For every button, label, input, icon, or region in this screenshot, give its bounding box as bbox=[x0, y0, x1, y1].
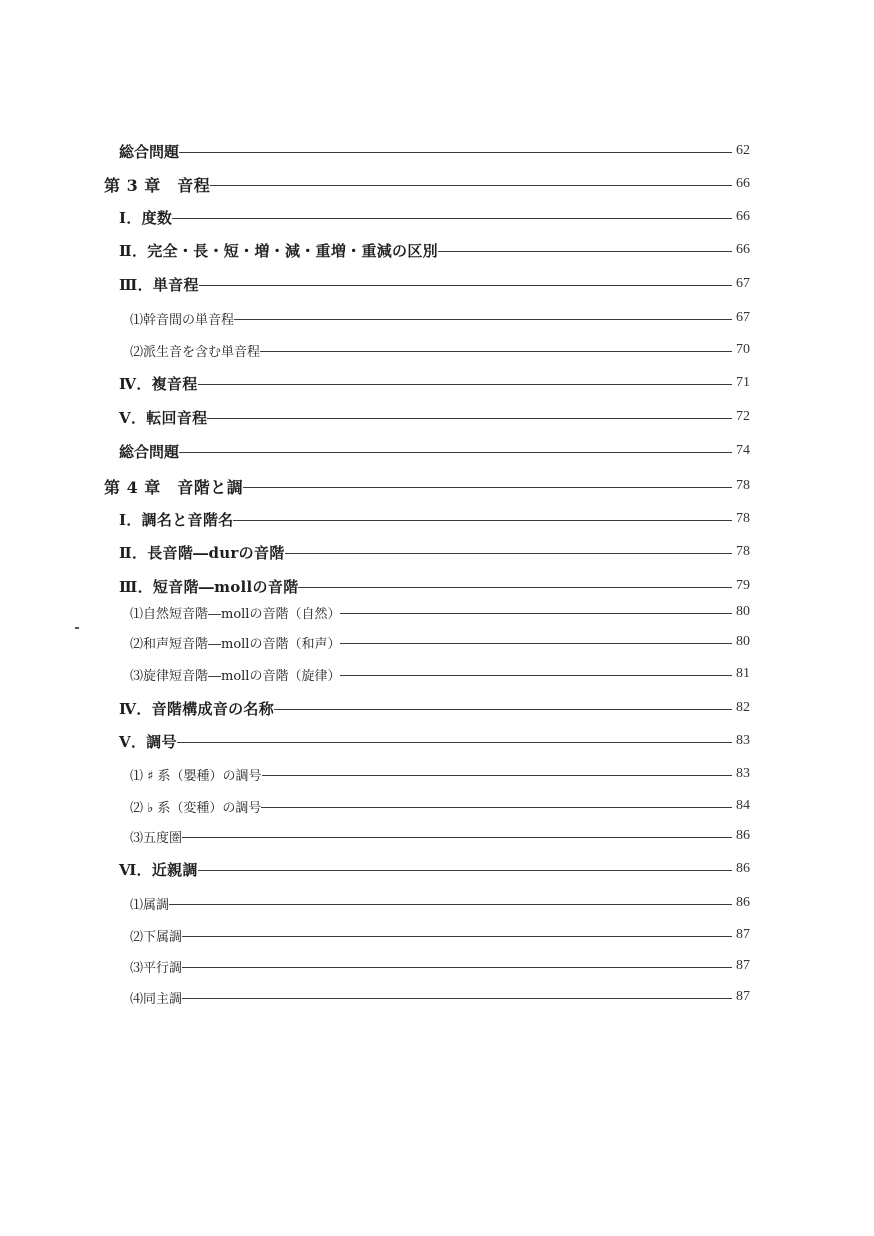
toc-entry-page: 87 bbox=[736, 958, 750, 973]
dot-leader bbox=[298, 587, 732, 588]
toc-entry-page: 62 bbox=[736, 143, 750, 158]
toc-entry-label: ⑶平行調 bbox=[130, 960, 183, 976]
dot-leader bbox=[262, 775, 732, 776]
toc-entry[interactable] bbox=[104, 475, 750, 497]
dot-leader bbox=[179, 452, 732, 453]
toc-entry-label: ⑵和声短音階―mollの音階（和声） bbox=[130, 636, 341, 652]
dot-leader bbox=[169, 904, 732, 905]
toc-entry-page: 79 bbox=[736, 578, 750, 593]
toc-entry-label: Ⅱ．完全・長・短・増・減・重増・重減の区別 bbox=[119, 241, 438, 260]
toc-entry[interactable] bbox=[130, 339, 750, 361]
toc-entry[interactable] bbox=[119, 440, 750, 462]
toc-entry-label: Ⅳ．複音程 bbox=[119, 374, 198, 393]
toc-entry-label: ⑷同主調 bbox=[130, 991, 183, 1007]
toc-entry-label: ⑶旋律短音階―mollの音階（旋律） bbox=[130, 668, 341, 684]
toc-entry[interactable] bbox=[130, 986, 750, 1008]
dot-leader bbox=[285, 553, 732, 554]
toc-entry-label: Ⅰ．度数 bbox=[119, 208, 173, 227]
dot-leader bbox=[182, 998, 732, 999]
toc-entry[interactable] bbox=[119, 541, 750, 563]
dot-leader bbox=[198, 384, 732, 385]
dot-leader bbox=[261, 807, 732, 808]
dot-leader bbox=[199, 285, 732, 286]
toc-entry-label: 第 3 章 音程 bbox=[104, 175, 211, 195]
toc-entry-page: 83 bbox=[736, 766, 750, 781]
toc-entry-page: 66 bbox=[736, 209, 750, 224]
dot-leader bbox=[182, 936, 732, 937]
dot-leader bbox=[182, 837, 732, 838]
toc-entry-page: 66 bbox=[736, 176, 750, 191]
toc-entry-page: 87 bbox=[736, 989, 750, 1004]
toc-entry-label: Ⅳ．音階構成音の名称 bbox=[119, 699, 275, 718]
toc-entry-page: 84 bbox=[736, 798, 750, 813]
toc-entry-page: 83 bbox=[736, 733, 750, 748]
toc-entry[interactable] bbox=[130, 955, 750, 977]
toc-entry-label: ⑴自然短音階―mollの音階（自然） bbox=[130, 606, 341, 622]
toc-entry-label: Ⅴ．調号 bbox=[119, 732, 177, 751]
toc-entry-page: 70 bbox=[736, 342, 750, 357]
toc-entry[interactable] bbox=[130, 631, 750, 653]
toc-entry-label: ⑵派生音を含む単音程 bbox=[130, 344, 261, 360]
toc-entry-label: 総合問題 bbox=[119, 442, 180, 461]
toc-entry-page: 87 bbox=[736, 927, 750, 942]
toc-entry[interactable] bbox=[119, 406, 750, 428]
toc-entry[interactable] bbox=[130, 825, 750, 847]
dot-leader bbox=[172, 218, 732, 219]
toc-entry[interactable] bbox=[130, 892, 750, 914]
dot-leader bbox=[198, 870, 732, 871]
dot-leader bbox=[182, 967, 732, 968]
toc-entry-page: 67 bbox=[736, 276, 750, 291]
dot-leader bbox=[207, 418, 732, 419]
toc-entry[interactable] bbox=[119, 206, 750, 228]
toc-entry-label: ⑵下属調 bbox=[130, 929, 183, 945]
toc-entry[interactable] bbox=[119, 508, 750, 530]
toc-entry[interactable] bbox=[119, 697, 750, 719]
toc-entry[interactable] bbox=[119, 140, 750, 162]
toc-entry[interactable] bbox=[130, 601, 750, 623]
toc-entry-page: 78 bbox=[736, 544, 750, 559]
dot-leader bbox=[243, 487, 732, 488]
dot-leader bbox=[438, 251, 732, 252]
toc-entry-label: Ⅱ．長音階―durの音階 bbox=[119, 543, 285, 562]
dot-leader bbox=[234, 319, 732, 320]
toc-entry-label: Ⅲ．単音程 bbox=[119, 275, 199, 294]
toc-entry[interactable] bbox=[119, 372, 750, 394]
toc-entry[interactable] bbox=[130, 663, 750, 685]
toc-entry-label: ⑴幹音間の単音程 bbox=[130, 312, 235, 328]
toc-entry-page: 80 bbox=[736, 634, 750, 649]
scan-mark bbox=[75, 627, 79, 629]
dot-leader bbox=[340, 613, 732, 614]
toc-entry[interactable] bbox=[119, 273, 750, 295]
toc-entry-page: 72 bbox=[736, 409, 750, 424]
toc-entry-label: ⑴ ♯ 系（嬰種）の調号 bbox=[130, 768, 262, 784]
toc-entry-page: 81 bbox=[736, 666, 750, 681]
toc-entry-page: 86 bbox=[736, 861, 750, 876]
toc-entry-page: 80 bbox=[736, 604, 750, 619]
toc-entry-page: 86 bbox=[736, 895, 750, 910]
dot-leader bbox=[179, 152, 732, 153]
dot-leader bbox=[340, 675, 732, 676]
toc-entry-label: ⑵ ♭ 系（変種）の調号 bbox=[130, 800, 262, 816]
toc-entry-label: ⑴属調 bbox=[130, 897, 170, 913]
toc-entry[interactable] bbox=[130, 924, 750, 946]
toc-entry-page: 78 bbox=[736, 511, 750, 526]
toc-entry-page: 86 bbox=[736, 828, 750, 843]
toc-entry-label: Ⅴ．転回音程 bbox=[119, 408, 208, 427]
toc-entry[interactable] bbox=[119, 575, 750, 597]
toc-entry-page: 74 bbox=[736, 443, 750, 458]
dot-leader bbox=[233, 520, 732, 521]
dot-leader bbox=[260, 351, 732, 352]
toc-entry[interactable] bbox=[119, 858, 750, 880]
toc-entry-label: Ⅰ．調名と音階名 bbox=[119, 510, 234, 529]
toc-entry[interactable] bbox=[104, 173, 750, 195]
dot-leader bbox=[274, 709, 732, 710]
toc-entry-page: 71 bbox=[736, 375, 750, 390]
toc-entry-label: Ⅵ．近親調 bbox=[119, 860, 198, 879]
dot-leader bbox=[210, 185, 732, 186]
toc-entry[interactable] bbox=[130, 763, 750, 785]
toc-entry[interactable] bbox=[130, 795, 750, 817]
toc-entry-page: 82 bbox=[736, 700, 750, 715]
toc-entry[interactable] bbox=[130, 307, 750, 329]
toc-entry-page: 78 bbox=[736, 478, 750, 493]
toc-entry-label: Ⅲ．短音階―mollの音階 bbox=[119, 577, 299, 596]
toc-entry-page: 67 bbox=[736, 310, 750, 325]
toc-entry[interactable] bbox=[119, 239, 750, 261]
dot-leader bbox=[340, 643, 732, 644]
toc-entry-label: ⑶五度圏 bbox=[130, 830, 183, 846]
toc-entry-label: 第 4 章 音階と調 bbox=[104, 477, 244, 497]
dot-leader bbox=[177, 742, 732, 743]
toc-entry[interactable] bbox=[119, 730, 750, 752]
toc-entry-page: 66 bbox=[736, 242, 750, 257]
toc-entry-label: 総合問題 bbox=[119, 142, 180, 161]
